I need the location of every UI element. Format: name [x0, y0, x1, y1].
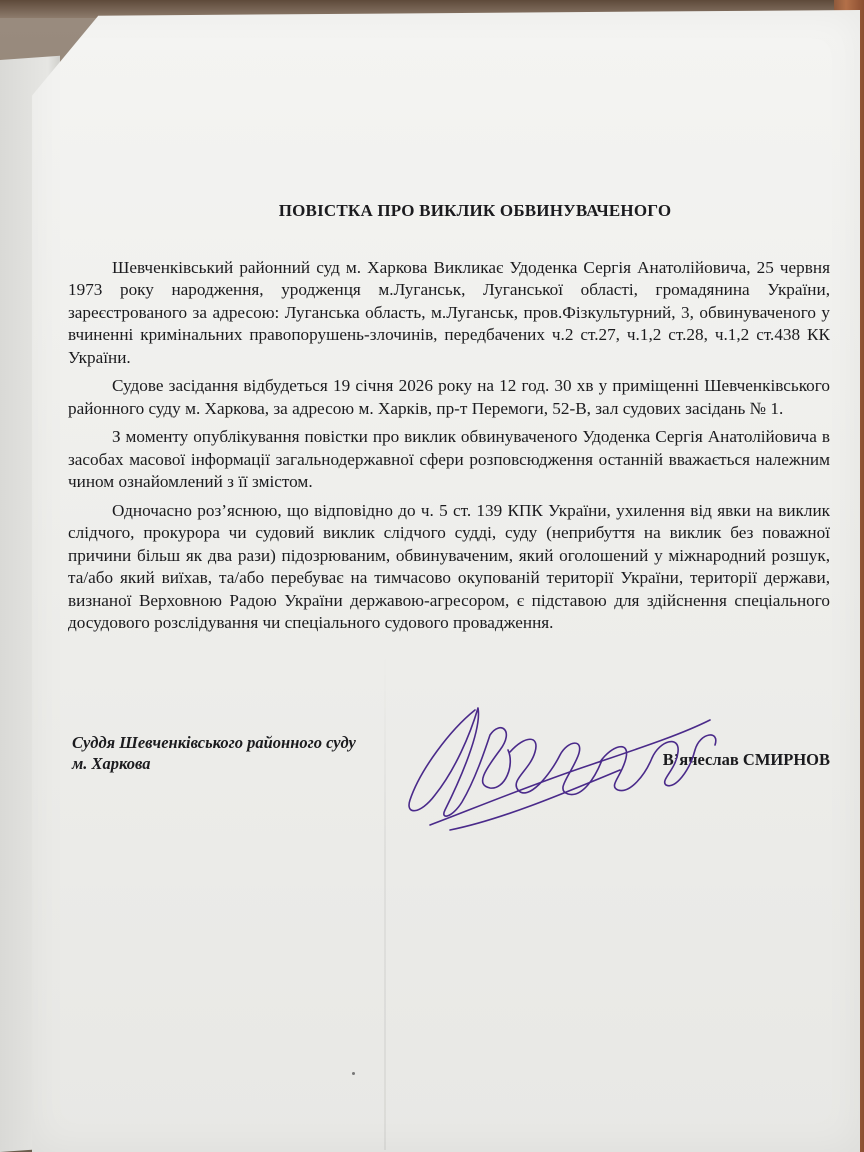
handwritten-signature: [390, 690, 730, 840]
judge-name: В’ячеслав СМИРНОВ: [662, 750, 830, 769]
paragraph-hearing: Судове засідання відбудеться 19 січня 2026 року на 12 год. 30 хв у приміщенні Шевченківського районного суду м. Харкова, за адресою м. Харків, пр-т Перемоги, 52-В, зал судових засідань № 1.: [68, 376, 830, 418]
document-body: [68, 200, 830, 641]
paragraph-publication: З моменту опублікування повістки про виклик обвинуваченого Удоденка Сергія Анатолійовича в засобах масової інформації загальнодержавної сфери розповсюдження останній вважається належним чином ознайомлений з її змістом.: [68, 427, 830, 491]
paper-fold: [384, 650, 386, 1150]
paragraph-summons: Шевченківський районний суд м. Харкова Викликає Удоденка Сергія Анатолійовича, 25 червня 1973 року народження, уродженця м.Луганськ, Луганської області, громадянина України, зареєстрованого за адресою: Луганська область, м.Луганськ, пров.Фізкультурний, 3, обвинуваченого у вчиненні кримінальних правопорушень-злочинів, передбачених ч.2 ст.27, ч.1,2 ст.28, ч.1,2 ст.438 КК України.: [68, 257, 830, 367]
paragraph-explanation: Одночасно роз’яснюю, що відповідно до ч. 5 ст. 139 КПК України, ухилення від явки на виклик слідчого, прокурора чи судовий виклик слідчого судді, суду (неприбуття на виклик без поважної причини більш як два рази) підозрюваним, обвинуваченим, який оголошений у міжнародний розшук, та/або який виїхав, та/або перебуває на тимчасово окупованій території України, території держави, визнаної Верховною Радою України державою-агресором, є підставою для здійснення спеціального досудового розслідування чи спеціального судового провадження.: [68, 500, 830, 632]
document-title: ПОВІСТКА ПРО ВИКЛИК ОБВИНУВАЧЕНОГО: [278, 201, 672, 220]
judge-position: [72, 732, 356, 774]
paper-speck: [352, 1072, 355, 1075]
judge-position-line2: м. Харкова: [72, 754, 151, 773]
judge-position-line1: Суддя Шевченківського районного суду: [72, 733, 356, 752]
